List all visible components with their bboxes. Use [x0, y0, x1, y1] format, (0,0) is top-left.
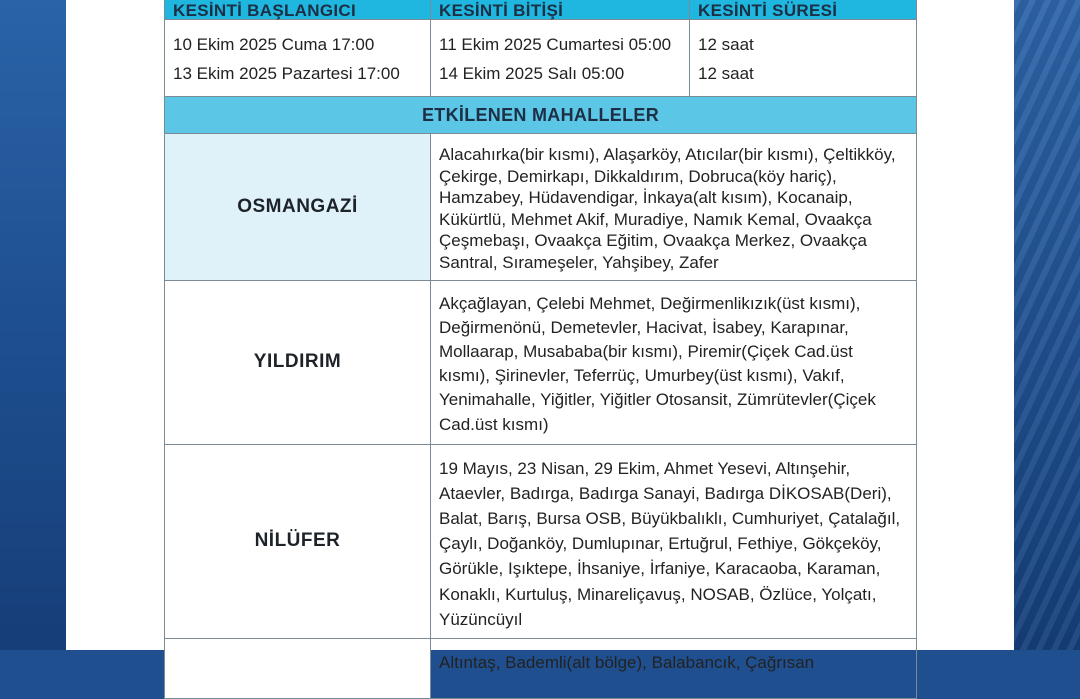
district-name: NİLÜFER	[165, 444, 431, 638]
duration-value: 12 saat	[698, 35, 754, 54]
end-date: 11 Ekim 2025 Cumartesi 05:00	[439, 35, 672, 54]
header-duration: KESİNTİ SÜRESİ	[690, 0, 917, 20]
start-cell	[165, 20, 431, 97]
header-row	[165, 0, 917, 20]
right-background-panel	[1014, 0, 1080, 650]
outage-table	[164, 0, 917, 699]
start-date: 13 Ekim 2025 Pazartesi 17:00	[173, 64, 400, 83]
left-background-panel	[0, 0, 66, 650]
duration-value: 12 saat	[698, 64, 754, 83]
district-row	[165, 638, 917, 698]
document-page	[66, 0, 1014, 672]
end-cell	[431, 20, 690, 97]
district-neighborhoods: 19 Mayıs, 23 Nisan, 29 Ekim, Ahmet Yesevi, Altınşehir, Ataevler, Badırga, Badırga Sanayi, Badırga DİKOSAB(Deri), Balat, Barış, Bursa OSB, Büyükbalıklı, Cumhuriyet, Çatalağıl, Çaylı, Doğanköy, Dumlupınar, Ertuğrul, Fethiye, Gökçeköy, Görükle, Işıktepe, İhsaniye, İrfaniye, Karacaoba, Karaman, Konaklı, Kurtuluş, Minareliçavuş, NOSAB, Özlüce, Yolçatı, Yüzüncüyıl	[431, 444, 917, 638]
duration-cell	[690, 20, 917, 97]
district-row	[165, 134, 917, 281]
dates-row	[165, 20, 917, 97]
district-neighborhoods: Altıntaş, Bademli(alt bölge), Balabancık, Çağrısan	[431, 638, 917, 698]
district-name	[165, 638, 431, 698]
end-date: 14 Ekim 2025 Salı 05:00	[439, 64, 625, 83]
district-row	[165, 280, 917, 444]
header-start: KESİNTİ BAŞLANGICI	[165, 0, 431, 20]
section-row	[165, 97, 917, 134]
section-title: ETKİLENEN MAHALLELER	[165, 97, 917, 134]
district-neighborhoods: Akçağlayan, Çelebi Mehmet, Değirmenlikızık(üst kısmı), Değirmenönü, Demetevler, Hacivat, İsabey, Karapınar, Mollaarap, Musababa(bir kısmı), Piremir(Çiçek Cad.üst kısmı), Şirinevler, Teferrüç, Umurbey(üst kısmı), Vakıf, Yenimahalle, Yiğitler, Yiğitler Otosansit, Zümrütevler(Çiçek Cad.üst kısmı)	[431, 280, 917, 444]
district-neighborhoods: Alacahırka(bir kısmı), Alaşarköy, Atıcılar(bir kısmı), Çeltikköy, Çekirge, Demirkapı, Dikkaldırım, Dobruca(köy hariç), Hamzabey, Hüdavendigar, İnkaya(alt kısım), Kocanaip, Kükürtlü, Mehmet Akif, Muradiye, Namık Kemal, Ovaakça Çeşmebaşı, Ovaakça Eğitim, Ovaakça Merkez, Ovaakça Santral, Sırameşeler, Yahşibey, Zafer	[431, 134, 917, 281]
district-name: YILDIRIM	[165, 280, 431, 444]
start-date: 10 Ekim 2025 Cuma 17:00	[173, 35, 375, 54]
district-row	[165, 444, 917, 638]
district-name: OSMANGAZİ	[165, 134, 431, 281]
header-end: KESİNTİ BİTİŞİ	[431, 0, 690, 20]
